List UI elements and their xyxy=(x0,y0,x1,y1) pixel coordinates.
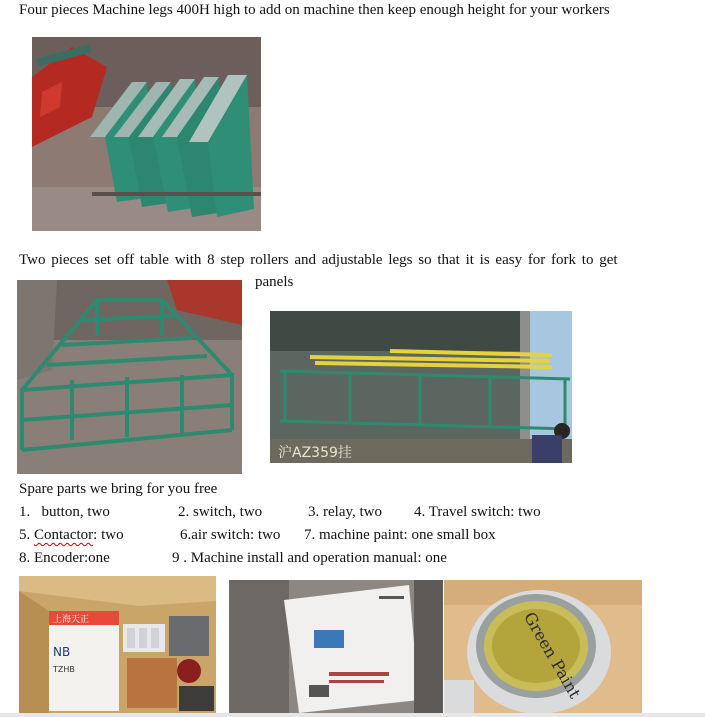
spare-part-item: 2. switch, two xyxy=(178,504,263,520)
spare-part-item: 9 . Machine install and operation manual: one xyxy=(172,550,447,566)
spellcheck-word: Contactor xyxy=(34,527,94,543)
box-code-label: TZHB xyxy=(53,665,75,674)
truck-plate-text: 沪AZ359挂 xyxy=(278,445,352,461)
page-bottom-edge xyxy=(0,713,705,717)
spare-part-item: 7. machine paint: one small box xyxy=(304,527,496,543)
box-model-label: NB xyxy=(53,645,71,659)
box-brand-label: 上海天正 xyxy=(53,615,90,625)
spare-part-item: 4. Travel switch: two xyxy=(414,504,541,520)
spare-part-item: 5. Contactor: two xyxy=(19,527,124,543)
operation-manual-photo xyxy=(229,580,443,713)
set-off-table-caption-line2: panels xyxy=(255,274,294,290)
paint-can-photo xyxy=(444,580,642,713)
paint-can-label: Green Paint xyxy=(520,608,585,702)
machine-legs-caption: Four pieces Machine legs 400H high to add on machine then keep enough height for your workers xyxy=(19,2,610,18)
set-off-table-caption-line1: Two pieces set off table with 8 step rollers and adjustable legs so that it is easy for fork to get xyxy=(19,252,618,268)
spare-part-item: 6.air switch: two xyxy=(180,527,281,543)
spare-part-item: 1. button, two xyxy=(19,504,110,520)
set-off-table-photo xyxy=(17,280,242,474)
machine-legs-photo xyxy=(32,37,261,231)
container-loading-photo xyxy=(270,311,572,463)
spare-parts-heading: Spare parts we bring for you free xyxy=(19,481,218,497)
spare-part-item: 8. Encoder:one xyxy=(19,550,110,566)
spare-part-item: 3. relay, two xyxy=(308,504,383,520)
spare-parts-box-photo xyxy=(19,576,216,713)
